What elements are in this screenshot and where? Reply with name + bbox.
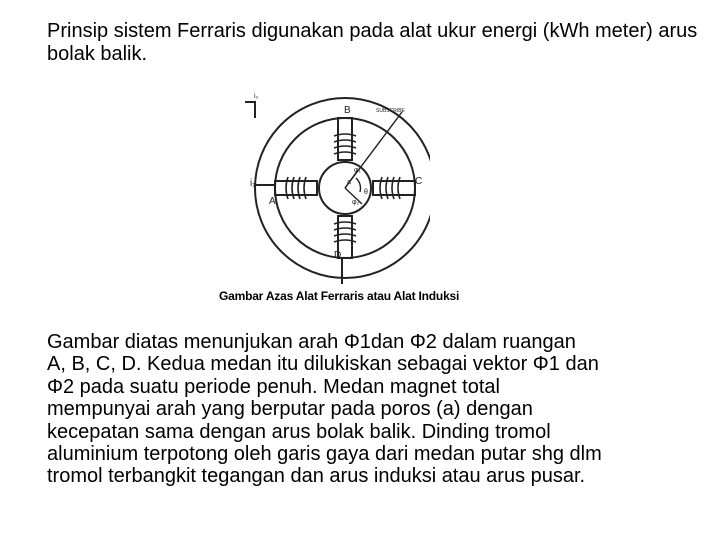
label-phi2: φ₂ <box>352 199 360 206</box>
intro-paragraph: Prinsip sistem Ferraris digunakan pada alat ukur energi (kWh meter) arus bolak balik. <box>47 20 698 65</box>
pole-b <box>338 118 352 160</box>
label-i2: i₂ <box>254 93 259 100</box>
label-origin: a <box>347 179 351 186</box>
body-line: mempunyai arah yang berputar pada poros (a) dengan <box>47 398 533 421</box>
label-a: A <box>269 196 276 207</box>
outer-ring <box>255 98 430 278</box>
ferraris-diagram-drawing <box>230 88 430 288</box>
body-line: Gambar diatas menunjukan arah Φ1dan Φ2 dalam ruangan <box>47 331 576 353</box>
label-b: B <box>344 105 351 116</box>
body-line: aluminium terpotong oleh garis gaya dari medan putar shg dlm <box>47 443 602 466</box>
coil-windings <box>286 134 400 242</box>
body-line: tromol terbangkit tegangan dan arus induksi atau arus pusar. <box>47 465 586 488</box>
body-line: kecepatan sama dengan arus bolak balik. Dinding tromol <box>47 420 551 443</box>
pole-a <box>275 181 317 195</box>
body-line: A, B, C, D. Kedua medan itu dilukiskan sebagai vektor Φ1 dan <box>47 353 599 376</box>
label-i1: i₁ <box>250 178 256 189</box>
figure-caption: Gambar Azas Alat Ferraris atau Alat Induksi <box>219 289 460 303</box>
label-d: D <box>334 250 342 261</box>
ferraris-diagram <box>230 88 430 288</box>
label-phi1: φ₁ <box>354 167 361 174</box>
label-small-top: SUBSCRIBE <box>376 108 405 114</box>
lead-top <box>245 102 255 118</box>
label-c: C <box>415 176 423 187</box>
body-paragraph <box>47 331 715 488</box>
label-theta: θ <box>364 189 368 196</box>
body-line: Φ2 pada suatu periode penuh. Medan magnet total <box>47 375 500 398</box>
